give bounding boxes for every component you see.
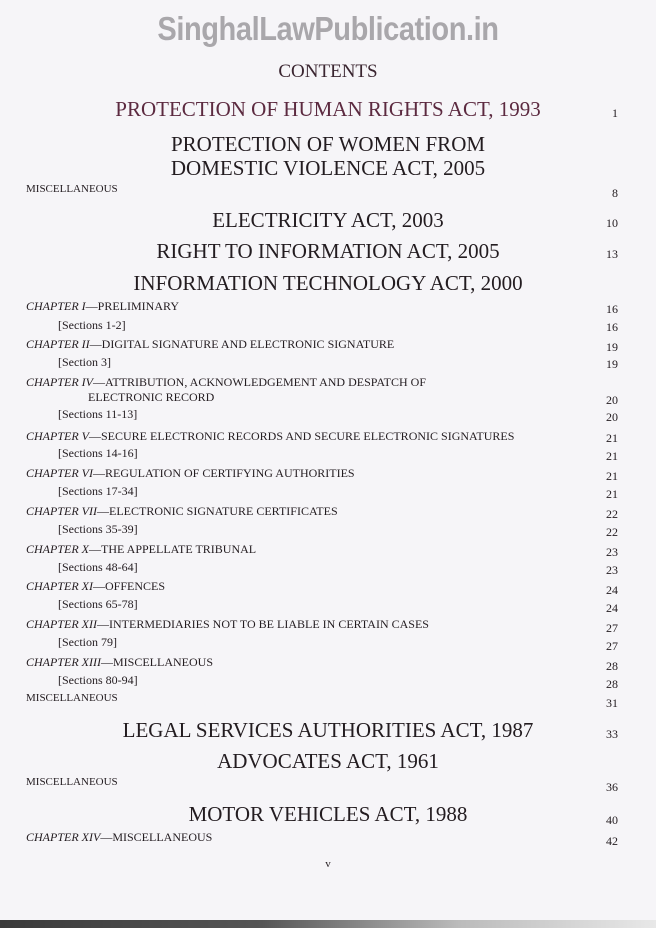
- page-number: 28: [606, 659, 618, 673]
- toc-entry-chapter: [26, 579, 165, 594]
- page-number: 23: [606, 563, 618, 577]
- chapter-number: CHAPTER VI: [26, 466, 93, 480]
- toc-entry-chapter: [26, 504, 338, 519]
- page-number: 21: [606, 487, 618, 501]
- chapter-title: —THE APPELLATE TRIBUNAL: [89, 542, 257, 556]
- page-number: 13: [606, 247, 618, 261]
- page-number: 24: [606, 601, 618, 615]
- page-number: 23: [606, 545, 618, 559]
- toc-entry-chapter: [26, 617, 429, 632]
- toc-sections: [Section 3]: [58, 355, 111, 369]
- chapter-number: CHAPTER II: [26, 337, 90, 351]
- chapter-title: —SECURE ELECTRONIC RECORDS AND SECURE ELECTRONIC SIGNATURES: [89, 429, 515, 443]
- chapter-title: —INTERMEDIARIES NOT TO BE LIABLE IN CERTAIN CASES: [97, 617, 429, 631]
- page-number: 20: [606, 410, 618, 424]
- toc-entry-chapter: [26, 299, 179, 314]
- toc-entry-dv-misc: MISCELLANEOUS: [26, 183, 118, 195]
- page-number: 22: [606, 507, 618, 521]
- page-number: 16: [606, 320, 618, 334]
- chapter-number: CHAPTER VII: [26, 504, 97, 518]
- page-number: 22: [606, 525, 618, 539]
- page-number: 24: [606, 583, 618, 597]
- page-number: 31: [606, 696, 618, 710]
- page-number: 21: [606, 449, 618, 463]
- watermark: SinghalLawPublication.in: [157, 10, 499, 47]
- act-title-domestic-violence-line1: PROTECTION OF WOMEN FROM: [170, 132, 486, 156]
- page-number: 16: [606, 302, 618, 316]
- page-folio: v: [325, 858, 331, 870]
- page-number: 10: [606, 216, 618, 230]
- toc-entry-chapter: [26, 830, 212, 845]
- act-title-human-rights: PROTECTION OF HUMAN RIGHTS ACT, 1993: [115, 97, 541, 121]
- toc-entry-chapter: [26, 466, 355, 481]
- chapter-number: CHAPTER XI: [26, 579, 93, 593]
- toc-sections: [Sections 11-13]: [58, 407, 138, 421]
- chapter-number: CHAPTER V: [26, 429, 89, 443]
- toc-entry-chapter: [26, 429, 514, 444]
- chapter-number: CHAPTER XII: [26, 617, 97, 631]
- chapter-title: —PRELIMINARY: [85, 299, 180, 313]
- toc-sections: [Sections 48-64]: [58, 560, 138, 574]
- toc-sections: [Sections 65-78]: [58, 597, 138, 611]
- page-number: 1: [612, 106, 618, 120]
- page-number: 8: [612, 186, 618, 200]
- page-number: 36: [606, 780, 618, 794]
- act-title-domestic-violence-line2: DOMESTIC VIOLENCE ACT, 2005: [170, 156, 486, 180]
- act-title-advocates: ADVOCATES ACT, 1961: [217, 749, 439, 773]
- toc-entry-it-misc: MISCELLANEOUS: [26, 692, 118, 704]
- chapter-number: CHAPTER XIV: [26, 830, 101, 844]
- page-number: 20: [606, 393, 618, 407]
- act-title-rti: RIGHT TO INFORMATION ACT, 2005: [156, 239, 500, 263]
- page-number: 21: [606, 469, 618, 483]
- page-number: 21: [606, 431, 618, 445]
- chapter-title: —MISCELLANEOUS: [100, 830, 213, 844]
- toc-sections: [Sections 1-2]: [58, 318, 126, 332]
- toc-entry-chapter: [26, 337, 394, 352]
- toc-sections: [Section 79]: [58, 635, 117, 649]
- contents-title: CONTENTS: [278, 61, 378, 82]
- chapter-number: CHAPTER I: [26, 299, 86, 313]
- chapter-title: —MISCELLANEOUS: [100, 655, 213, 669]
- chapter-title: —DIGITAL SIGNATURE AND ELECTRONIC SIGNATURE: [89, 337, 395, 351]
- toc-sections: [Sections 80-94]: [58, 673, 138, 687]
- toc-entry-chapter: [26, 375, 426, 390]
- toc-entry-chapter: [26, 542, 256, 557]
- page-number: 27: [606, 639, 618, 653]
- chapter-title: —OFFENCES: [93, 579, 166, 593]
- page-number: 19: [606, 357, 618, 371]
- chapter-number: CHAPTER X: [26, 542, 89, 556]
- page-number: 40: [606, 813, 618, 827]
- page-number: 19: [606, 340, 618, 354]
- chapter-number: CHAPTER XIII: [26, 655, 101, 669]
- page-number: 42: [606, 834, 618, 848]
- toc-sections: [Sections 35-39]: [58, 522, 138, 536]
- toc-sections: [Sections 17-34]: [58, 484, 138, 498]
- page-number: 27: [606, 621, 618, 635]
- chapter-title-continued: ELECTRONIC RECORD: [88, 390, 215, 404]
- toc-entry-chapter: [26, 655, 213, 670]
- act-title-electricity: ELECTRICITY ACT, 2003: [212, 208, 444, 232]
- toc-entry-adv-misc: MISCELLANEOUS: [26, 776, 118, 788]
- chapter-number: CHAPTER IV: [26, 375, 93, 389]
- page-number: 33: [606, 727, 618, 741]
- act-title-motor-vehicles: MOTOR VEHICLES ACT, 1988: [188, 802, 468, 826]
- chapter-title: —ELECTRONIC SIGNATURE CERTIFICATES: [97, 504, 338, 518]
- act-title-legal-services: LEGAL SERVICES AUTHORITIES ACT, 1987: [122, 718, 534, 742]
- page-number: 28: [606, 677, 618, 691]
- chapter-title: —ATTRIBUTION, ACKNOWLEDGEMENT AND DESPATCH OF: [93, 375, 427, 389]
- act-title-it: INFORMATION TECHNOLOGY ACT, 2000: [133, 271, 523, 295]
- chapter-title: —REGULATION OF CERTIFYING AUTHORITIES: [93, 466, 355, 480]
- scan-bottom-edge: [0, 920, 656, 928]
- toc-sections: [Sections 14-16]: [58, 446, 138, 460]
